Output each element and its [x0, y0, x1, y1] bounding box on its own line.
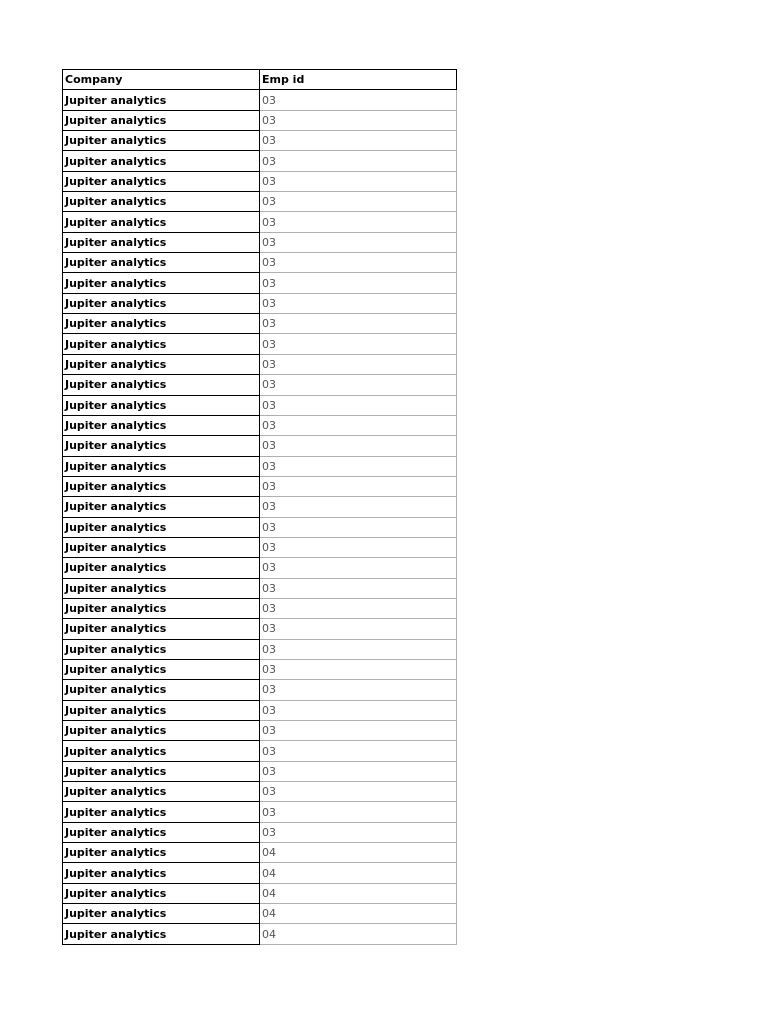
emp-id-cell: 03	[260, 782, 457, 802]
company-cell: Jupiter analytics	[63, 721, 260, 741]
emp-id-cell: 04	[260, 843, 457, 863]
emp-id-cell: 03	[260, 354, 457, 374]
emp-id-cell: 04	[260, 883, 457, 903]
emp-id-cell: 03	[260, 375, 457, 395]
company-cell: Jupiter analytics	[63, 700, 260, 720]
table-row	[63, 741, 457, 761]
company-cell: Jupiter analytics	[63, 639, 260, 659]
emp-id-cell: 03	[260, 619, 457, 639]
table-row	[63, 456, 457, 476]
table-row	[63, 558, 457, 578]
emp-id-cell: 03	[260, 558, 457, 578]
emp-id-cell: 03	[260, 456, 457, 476]
emp-id-cell: 03	[260, 395, 457, 415]
company-cell: Jupiter analytics	[63, 863, 260, 883]
company-cell: Jupiter analytics	[63, 212, 260, 232]
table-row	[63, 700, 457, 720]
company-cell: Jupiter analytics	[63, 659, 260, 679]
emp-id-cell: 03	[260, 171, 457, 191]
table-row	[63, 212, 457, 232]
emp-id-cell: 03	[260, 639, 457, 659]
table-row	[63, 415, 457, 435]
emp-id-cell: 03	[260, 476, 457, 496]
company-cell: Jupiter analytics	[63, 253, 260, 273]
table-body	[63, 90, 457, 944]
table-row	[63, 314, 457, 334]
table-row	[63, 334, 457, 354]
table-row	[63, 395, 457, 415]
company-cell: Jupiter analytics	[63, 476, 260, 496]
table-row	[63, 659, 457, 679]
column-header-company: Company	[63, 70, 260, 90]
company-cell: Jupiter analytics	[63, 598, 260, 618]
table-row	[63, 822, 457, 842]
company-cell: Jupiter analytics	[63, 232, 260, 252]
table-row	[63, 476, 457, 496]
table-row	[63, 436, 457, 456]
table-row	[63, 354, 457, 374]
emp-id-cell: 03	[260, 822, 457, 842]
company-cell: Jupiter analytics	[63, 782, 260, 802]
table-row	[63, 273, 457, 293]
company-cell: Jupiter analytics	[63, 375, 260, 395]
company-cell: Jupiter analytics	[63, 293, 260, 313]
table-row	[63, 497, 457, 517]
emp-id-cell: 03	[260, 253, 457, 273]
company-cell: Jupiter analytics	[63, 822, 260, 842]
company-cell: Jupiter analytics	[63, 497, 260, 517]
emp-id-cell: 03	[260, 415, 457, 435]
company-cell: Jupiter analytics	[63, 578, 260, 598]
emp-id-cell: 03	[260, 598, 457, 618]
company-cell: Jupiter analytics	[63, 680, 260, 700]
header-row	[63, 70, 457, 90]
company-cell: Jupiter analytics	[63, 924, 260, 944]
data-table	[62, 69, 457, 945]
table-row	[63, 883, 457, 903]
emp-id-cell: 03	[260, 802, 457, 822]
company-cell: Jupiter analytics	[63, 151, 260, 171]
emp-id-cell: 03	[260, 334, 457, 354]
table-row	[63, 802, 457, 822]
company-cell: Jupiter analytics	[63, 537, 260, 557]
company-cell: Jupiter analytics	[63, 354, 260, 374]
company-cell: Jupiter analytics	[63, 314, 260, 334]
company-cell: Jupiter analytics	[63, 843, 260, 863]
table-row	[63, 131, 457, 151]
emp-id-cell: 03	[260, 659, 457, 679]
company-cell: Jupiter analytics	[63, 192, 260, 212]
table-row	[63, 293, 457, 313]
company-cell: Jupiter analytics	[63, 334, 260, 354]
company-cell: Jupiter analytics	[63, 741, 260, 761]
company-cell: Jupiter analytics	[63, 517, 260, 537]
emp-id-cell: 03	[260, 273, 457, 293]
company-cell: Jupiter analytics	[63, 436, 260, 456]
table-row	[63, 171, 457, 191]
emp-id-cell: 04	[260, 863, 457, 883]
emp-id-cell: 03	[260, 232, 457, 252]
emp-id-cell: 03	[260, 436, 457, 456]
company-cell: Jupiter analytics	[63, 415, 260, 435]
company-cell: Jupiter analytics	[63, 171, 260, 191]
emp-id-cell: 03	[260, 680, 457, 700]
table-row	[63, 924, 457, 944]
table-row	[63, 639, 457, 659]
table-row	[63, 90, 457, 110]
emp-id-cell: 03	[260, 131, 457, 151]
table-row	[63, 537, 457, 557]
table-row	[63, 151, 457, 171]
company-cell: Jupiter analytics	[63, 558, 260, 578]
table-row	[63, 598, 457, 618]
table-row	[63, 680, 457, 700]
company-cell: Jupiter analytics	[63, 110, 260, 130]
table-row	[63, 232, 457, 252]
table-row	[63, 761, 457, 781]
table-row	[63, 192, 457, 212]
emp-id-cell: 03	[260, 110, 457, 130]
table-row	[63, 863, 457, 883]
emp-id-cell: 03	[260, 741, 457, 761]
emp-id-cell: 03	[260, 578, 457, 598]
table-row	[63, 619, 457, 639]
company-cell: Jupiter analytics	[63, 273, 260, 293]
table-row	[63, 253, 457, 273]
table-row	[63, 904, 457, 924]
company-cell: Jupiter analytics	[63, 761, 260, 781]
table-row	[63, 843, 457, 863]
emp-id-cell: 03	[260, 721, 457, 741]
emp-id-cell: 03	[260, 90, 457, 110]
emp-id-cell: 04	[260, 904, 457, 924]
emp-id-cell: 03	[260, 517, 457, 537]
emp-id-cell: 03	[260, 537, 457, 557]
company-cell: Jupiter analytics	[63, 90, 260, 110]
column-header-emp-id: Emp id	[260, 70, 457, 90]
table-row	[63, 517, 457, 537]
company-cell: Jupiter analytics	[63, 131, 260, 151]
company-cell: Jupiter analytics	[63, 456, 260, 476]
company-cell: Jupiter analytics	[63, 619, 260, 639]
emp-id-cell: 03	[260, 497, 457, 517]
company-cell: Jupiter analytics	[63, 883, 260, 903]
emp-id-cell: 03	[260, 700, 457, 720]
table-row	[63, 721, 457, 741]
company-cell: Jupiter analytics	[63, 904, 260, 924]
company-cell: Jupiter analytics	[63, 395, 260, 415]
table-row	[63, 375, 457, 395]
emp-id-cell: 03	[260, 293, 457, 313]
emp-id-cell: 03	[260, 151, 457, 171]
emp-id-cell: 03	[260, 314, 457, 334]
emp-id-cell: 03	[260, 761, 457, 781]
table-row	[63, 578, 457, 598]
company-cell: Jupiter analytics	[63, 802, 260, 822]
emp-id-cell: 03	[260, 212, 457, 232]
table-row	[63, 110, 457, 130]
emp-id-cell: 03	[260, 192, 457, 212]
table-row	[63, 782, 457, 802]
emp-id-cell: 04	[260, 924, 457, 944]
